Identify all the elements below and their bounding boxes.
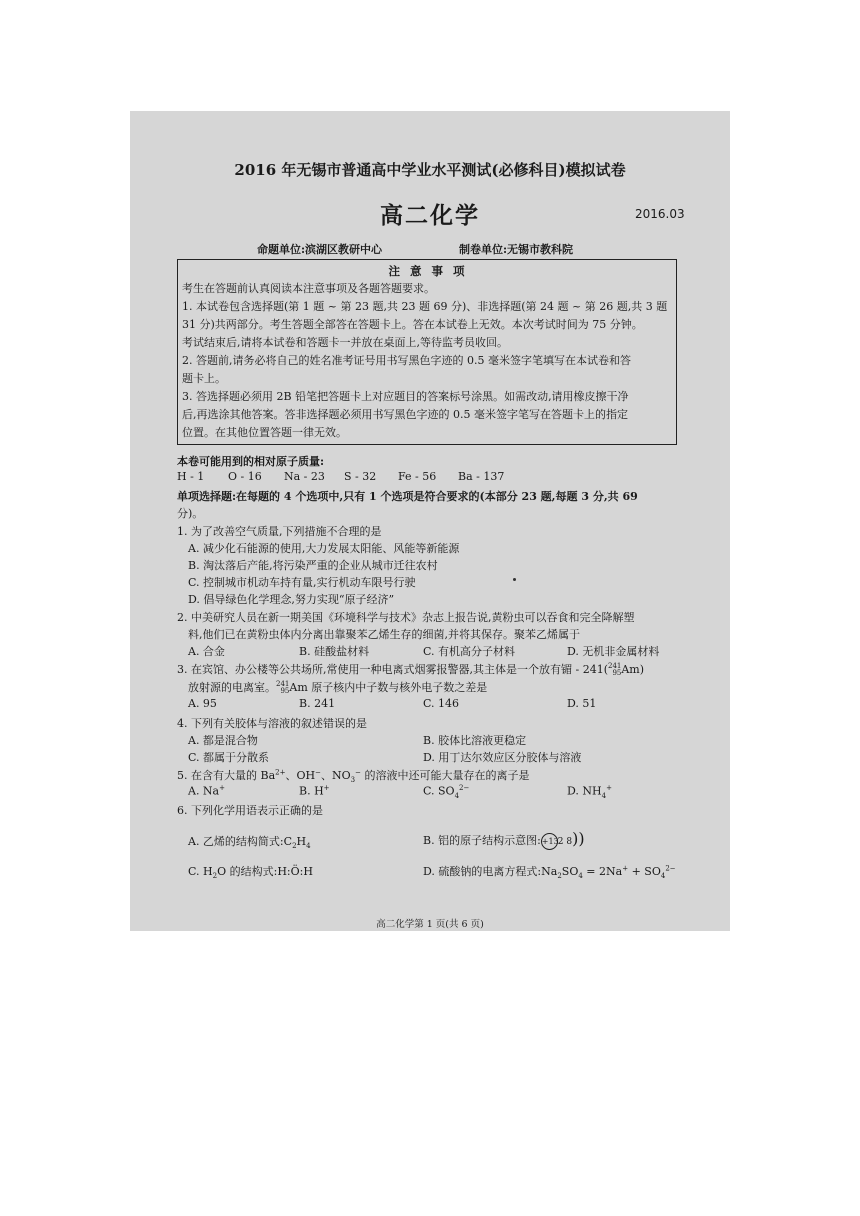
question-1-option-d: D. 倡导绿色化学理念,努力实现“原子经济”: [188, 593, 395, 606]
ink-dot: [513, 578, 516, 581]
notice-line: 考试结束后,请将本试卷和答题卡一并放在桌面上,等待监考员收回。: [182, 336, 508, 349]
question-4-option-b: B. 胶体比溶液更稳定: [423, 734, 527, 747]
question-2-option-c: C. 有机高分子材料: [423, 645, 516, 658]
atomic-mass-s: S - 32: [344, 470, 377, 483]
question-2-option-a: A. 合金: [188, 645, 225, 658]
question-5-option-b: B. H+: [299, 784, 330, 798]
notice-line: 考生在答题前认真阅读本注意事项及各题答题要求。: [182, 282, 435, 295]
question-3-option-c: C. 146: [423, 697, 460, 710]
notice-line: 1. 本试卷包含选择题(第 1 题 ~ 第 23 题,共 23 题 69 分)、非选择题(第 24 题 ~ 第 26 题,共 3 题: [182, 300, 668, 313]
question-1-stem: 1. 为了改善空气质量,下列措施不合理的是: [177, 525, 382, 538]
section-instruction: 单项选择题:在每题的 4 个选项中,只有 1 个选项是符合要求的(本部分 23 题,每题 3 分,共 69: [177, 490, 638, 503]
exam-title: 2016 年无锡市普通高中学业水平测试(必修科目)模拟试卷: [234, 161, 626, 179]
question-5-option-c: C. $SO_4^{2-}$: [423, 784, 470, 800]
author-unit: 命题单位:滨湖区教研中心: [257, 243, 383, 256]
notice-box: [177, 259, 677, 445]
question-6-option-b: B. 铝的原子结构示意图:+132 8)): [423, 829, 585, 848]
print-unit: 制卷单位:无锡市教科院: [459, 243, 574, 256]
question-5-option-a: A. Na+: [188, 784, 225, 798]
notice-line: 后,再选涂其他答案。答非选择题必须用书写黑色字迹的 0.5 毫米签字笔写在答题卡上的指定: [182, 408, 628, 421]
atomic-mass-o: O - 16: [228, 470, 262, 483]
scanned-page: [130, 111, 730, 931]
question-3-stem: 3. 在宾馆、办公楼等公共场所,常使用一种电离式烟雾报警器,其主体是一个放有镅 - 241(241 95Am): [177, 662, 645, 677]
notice-line: 题卡上。: [182, 372, 226, 385]
section-instruction-cont: 分)。: [177, 507, 204, 520]
question-3-option-a: A. 95: [188, 697, 217, 710]
page-footer: 高二化学第 1 页(共 6 页): [376, 919, 484, 930]
question-2-option-d: D. 无机非金属材料: [567, 645, 660, 658]
question-2-stem: 2. 中美研究人员在新一期美国《环境科学与技术》杂志上报告说,黄粉虫可以吞食和完全降解塑: [177, 611, 635, 624]
question-3-option-d: D. 51: [567, 697, 597, 710]
question-4-option-c: C. 都属于分散系: [188, 751, 270, 764]
atomic-mass-ba: Ba - 137: [458, 470, 505, 483]
question-2-option-b: B. 硅酸盐材料: [299, 645, 370, 658]
notice-line: 3. 答选择题必须用 2B 铅笔把答题卡上对应题目的答案标号涂黑。如需改动,请用橡皮擦干净: [182, 390, 629, 403]
notice-line: 2. 答题前,请务必将自己的姓名准考证号用书写黑色字迹的 0.5 毫米签字笔填写在本试卷和答: [182, 354, 631, 367]
notice-title: 注 意 事 项: [388, 264, 468, 278]
question-1-option-c: C. 控制城市机动车持有量,实行机动车限号行驶: [188, 576, 416, 589]
atomic-mass-h: H - 1: [177, 470, 205, 483]
atomic-mass-na: Na - 23: [284, 470, 325, 483]
subject-title: 高二化学: [380, 203, 480, 229]
question-6-option-a: A. 乙烯的结构简式$:C_2H_4$: [188, 835, 311, 851]
question-3-stem-cont: 放射源的电离室。241 95Am 原子核内中子数与核外电子数之差是: [188, 680, 488, 695]
question-4-stem: 4. 下列有关胶体与溶液的叙述错误的是: [177, 717, 367, 730]
question-5-option-d: D. $NH_4^+$: [567, 784, 612, 800]
atomic-mass-label: 本卷可能用到的相对原子质量:: [177, 455, 325, 468]
question-6-option-d: D. 硫酸钠的电离方程式$:Na_2SO_4 = 2Na^+ + SO_4^{2-}$: [423, 864, 676, 881]
aluminum-nucleus: +13: [541, 833, 558, 850]
question-6-stem: 6. 下列化学用语表示正确的是: [177, 804, 323, 817]
atomic-mass-fe: Fe - 56: [398, 470, 437, 483]
question-5-stem: 5. 在含有大量的 $Ba^{2+}$、OH−、$NO_3^-$ 的溶液中还可能大量存在的离子是: [177, 768, 530, 785]
exam-date: 2016.03: [635, 207, 685, 221]
notice-line: 31 分)共两部分。考生答题全部答在答题卡上。答在本试卷上无效。本次考试时间为 75 分钟。: [182, 318, 643, 331]
question-2-stem-cont: 料,他们已在黄粉虫体内分离出靠聚苯乙烯生存的细菌,并将其保存。聚苯乙烯属于: [188, 628, 580, 641]
question-1-option-a: A. 减少化石能源的使用,大力发展太阳能、风能等新能源: [188, 542, 460, 555]
question-6-option-c: C. $H_2O$ 的结构式:H:Ö:H: [188, 865, 313, 881]
notice-line: 位置。在其他位置答题一律无效。: [182, 426, 347, 439]
question-1-option-b: B. 淘汰落后产能,将污染严重的企业从城市迁往农村: [188, 559, 438, 572]
question-4-option-d: D. 用丁达尔效应区分胶体与溶液: [423, 751, 582, 764]
question-4-option-a: A. 都是混合物: [188, 734, 258, 747]
question-3-option-b: B. 241: [299, 697, 336, 710]
